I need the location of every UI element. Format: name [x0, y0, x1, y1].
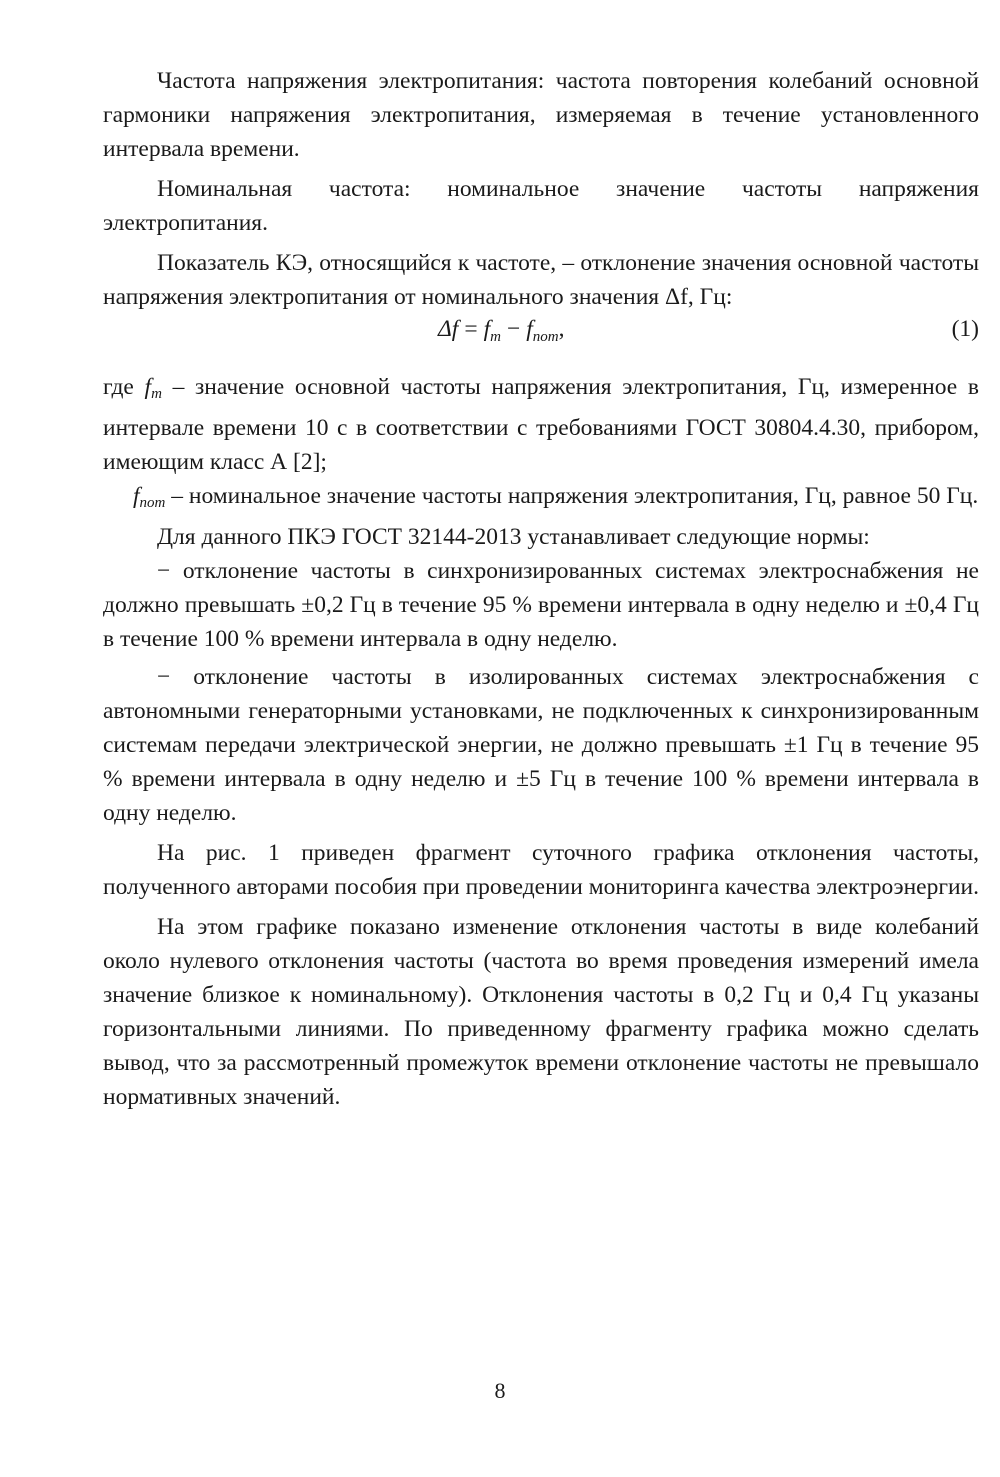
paragraph-nominal-frequency-definition: Номинальная частота: номинальное значение частоты напряжения электропитания.	[103, 176, 979, 236]
formula-number: (1)	[951, 316, 979, 342]
paragraph-norm-isolated: − отклонение частоты в изолированных системах электроснабжения с автономными генераторными установками, не подключенных к синхронизированным системам передачи электрической энергии, не должно превышать ±1 Гц в течение 95 % времени интервала в одну неделю и ±5 Гц в течение 100 % времени интервала в одну неделю.	[103, 664, 979, 826]
formula-minus: −	[506, 316, 521, 342]
formula-term-fm: f	[483, 316, 491, 342]
text-block-main	[103, 370, 979, 1114]
formula-trailing-comma: ,	[558, 316, 565, 342]
fm-symbol-subscript: m	[151, 386, 162, 402]
paragraph-supply-frequency-definition: Частота напряжения электропитания: частота повторения колебаний основной гармоники напряжения электропитания, измеряемая в течение установленного интервала времени.	[103, 68, 979, 162]
text-block-top	[103, 64, 979, 314]
paragraph-fnom-explanation	[103, 479, 979, 520]
fm-explanation-text: – значение основной частоты напряжения электропитания, Гц, измеренное в интервале времени 10 с в соответствии с требованиями ГОСТ 30804.4.30, прибором, имеющим класс А [2];	[103, 374, 979, 475]
formula-frequency-deviation	[438, 316, 564, 346]
paragraph-norm-synchronized: − отклонение частоты в синхронизированных системах электроснабжения не должно превышать ±0,2 Гц в течение 95 % времени интервала в одну неделю и ±0,4 Гц в течение 100 % времени интервала в одну неделю.	[103, 558, 979, 652]
paragraph-fm-explanation	[103, 370, 979, 479]
paragraph-norms-intro: Для данного ПКЭ ГОСТ 32144-2013 устанавливает следующие нормы:	[157, 524, 870, 550]
formula-lhs: Δf	[438, 316, 459, 342]
formula-row	[103, 312, 979, 352]
fnom-symbol-subscript: nom	[139, 495, 166, 511]
fm-symbol: f	[144, 374, 152, 400]
formula-equals: =	[464, 316, 478, 342]
fm-prefix: где	[103, 374, 145, 400]
fnom-symbol: f	[133, 483, 140, 509]
page-number: 8	[494, 1378, 506, 1403]
paragraph-figure-reference: На рис. 1 приведен фрагмент суточного графика отклонения частоты, полученного авторами пособия при проведении мониторинга качества электроэнергии.	[103, 840, 979, 900]
formula-term-fnom: f	[526, 316, 533, 342]
paragraph-frequency-indicator: Показатель КЭ, относящийся к частоте, – отклонение значения основной частоты напряжения электропитания от номинального значения Δf, Гц:	[103, 250, 979, 310]
formula-term-fm-subscript: m	[490, 329, 501, 345]
fnom-explanation-text: – номинальное значение частоты напряжения электропитания, Гц, равное 50 Гц.	[165, 483, 979, 509]
paragraph-graph-description: На этом графике показано изменение отклонения частоты в виде колебаний около нулевого отклонения частоты (частота во время проведения измерений имела значение близкое к номинальному). Отклонения частоты в 0,2 Гц и 0,4 Гц указаны горизонтальными линиями. По приведенному фрагменту графика можно сделать вывод, что за рассмотренный промежуток времени отклонение частоты не превышало нормативных значений.	[103, 914, 979, 1110]
formula-term-fnom-subscript: nom	[532, 329, 559, 345]
